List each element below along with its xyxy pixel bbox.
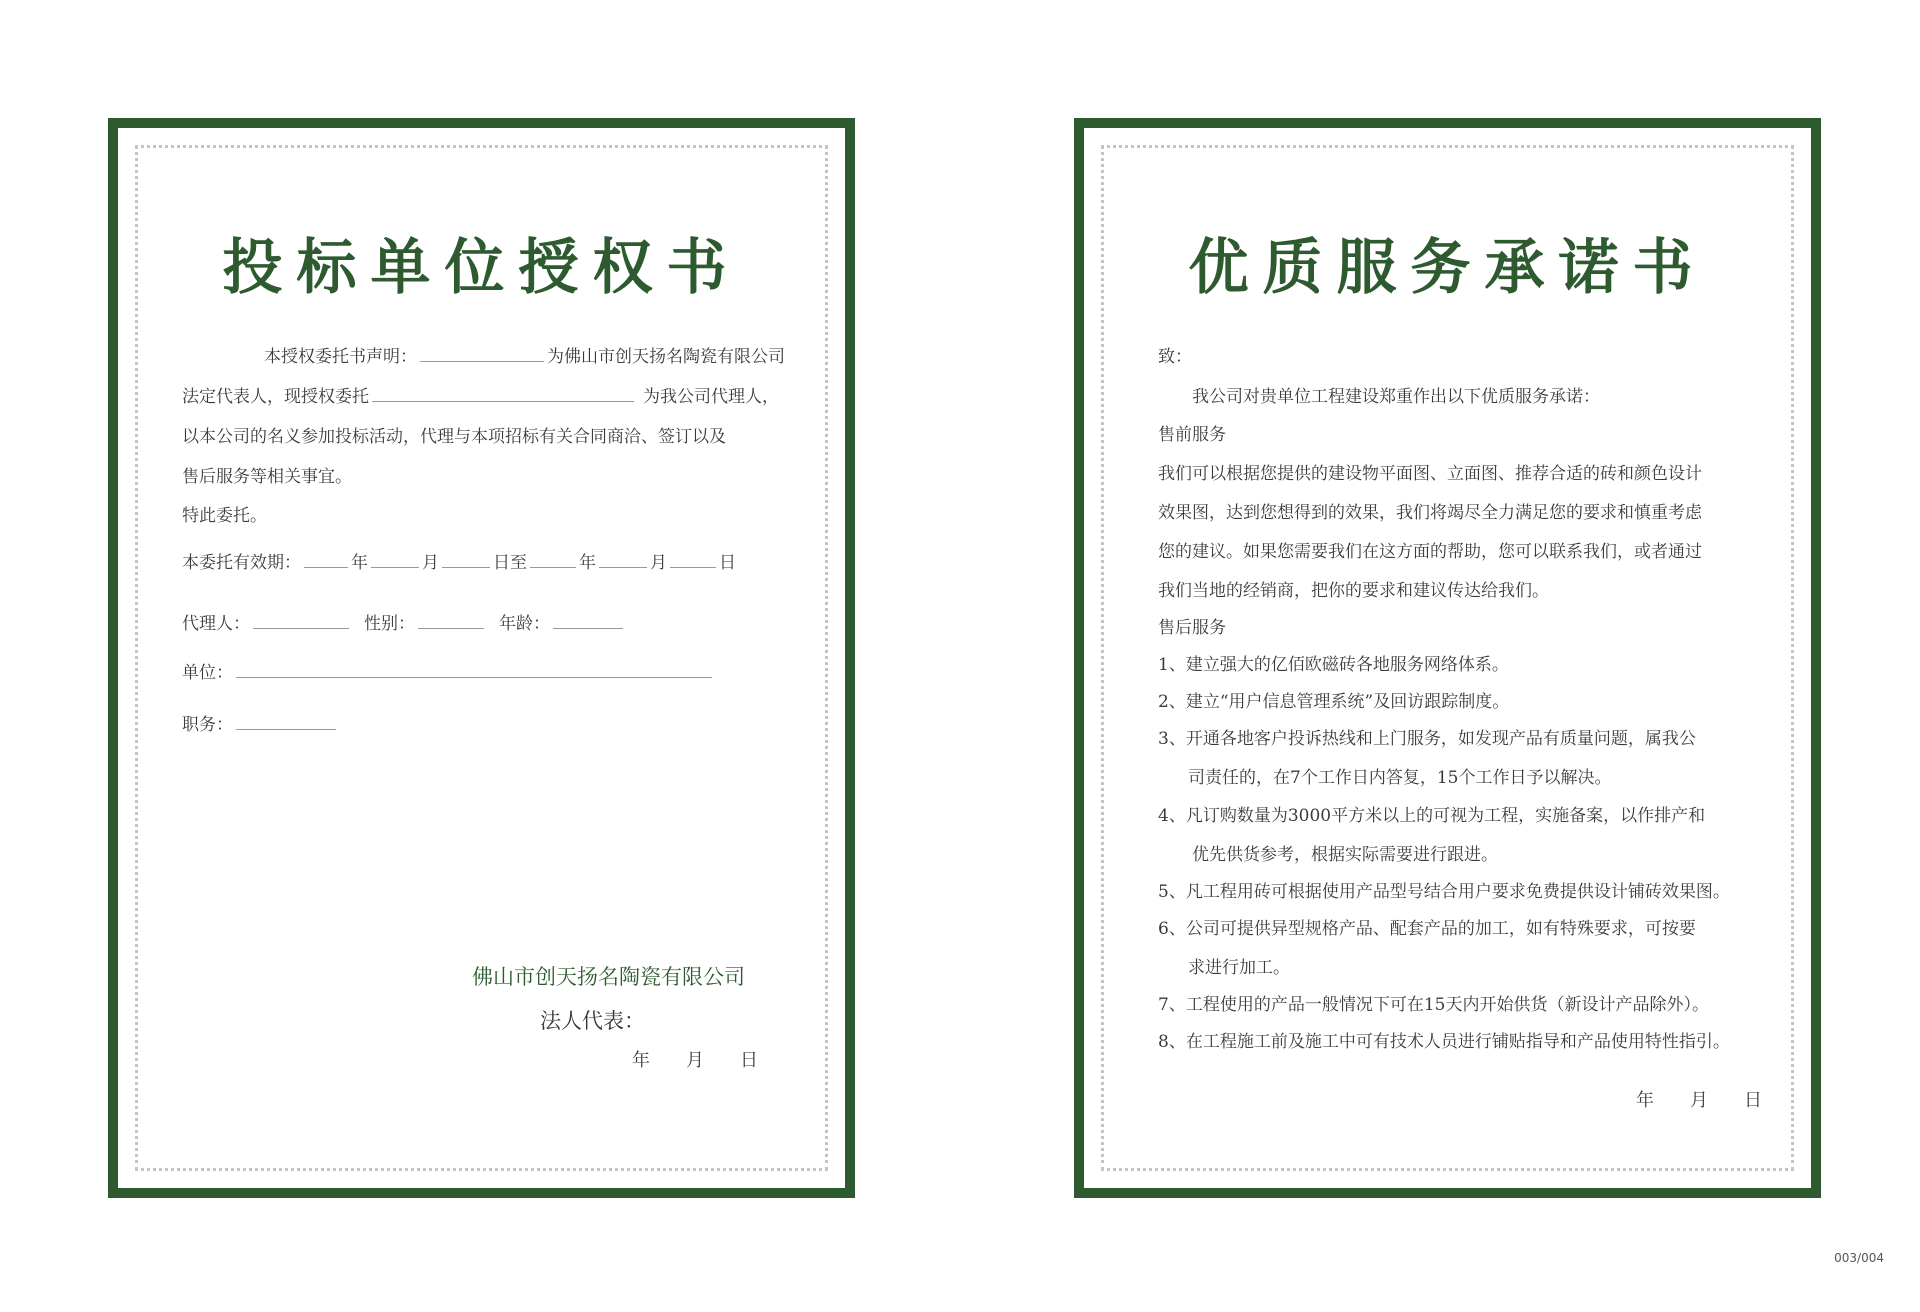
paragraph-line-4: 售后服务等相关事宜。 xyxy=(182,467,352,487)
list-item-4a: 4、凡订购数量为3000平方米以上的可视为工程，实施备案，以作排产和 xyxy=(1158,806,1706,826)
pre-sale-line-3: 您的建议。如果您需要我们在这方面的帮助，您可以联系我们，或者通过 xyxy=(1158,542,1702,562)
authorization-letter xyxy=(108,118,855,1198)
entrust-line: 特此委托。 xyxy=(182,506,267,526)
list-item-3b: 司责任的，在7个工作日内答复，15个工作日予以解决。 xyxy=(1188,768,1612,788)
date-line: 年 月 日 xyxy=(1636,1090,1762,1111)
pre-sale-line-4: 我们当地的经销商，把你的要求和建议传达给我们。 xyxy=(1158,581,1549,601)
to-line: 致： xyxy=(1158,347,1192,367)
paragraph-line-3: 以本公司的名义参加投标活动，代理与本项招标有关合同商洽、签订以及 xyxy=(182,427,726,447)
service-commitment-letter xyxy=(1074,118,1821,1198)
list-item-4b: 优先供货参考，根据实际需要进行跟进。 xyxy=(1192,845,1498,865)
statement-line: 本授权委托书声明： 为佛山市创天扬名陶瓷有限公司 xyxy=(264,347,785,367)
agent-line: 代理人： 性别： 年龄： xyxy=(182,613,626,635)
unit-line: 单位： xyxy=(182,662,715,684)
pre-sale-line-1: 我们可以根据您提供的建设物平面图、立面图、推荐合适的砖和颜色设计 xyxy=(1158,464,1702,484)
legal-representative: 法人代表： xyxy=(540,1009,645,1033)
doc-title: 投标单位授权书 xyxy=(222,233,741,303)
list-item-7: 7、工程使用的产品一般情况下可在15天内开始供货（新设计产品除外）。 xyxy=(1158,995,1709,1015)
position-line: 职务： xyxy=(182,714,339,736)
page-number: 003/004 xyxy=(1834,1251,1884,1265)
list-item-1: 1、建立强大的亿佰欧磁砖各地服务网络体系。 xyxy=(1158,655,1509,675)
doc-title: 优质服务承诺书 xyxy=(1188,233,1707,303)
date-line: 年 月 日 xyxy=(632,1050,758,1071)
company-name: 佛山市创天扬名陶瓷有限公司 xyxy=(472,965,745,989)
delegate-line: 法定代表人，现授权委托 为我公司代理人， xyxy=(182,387,779,407)
list-item-8: 8、在工程施工前及施工中可有技术人员进行铺贴指导和产品使用特性指引。 xyxy=(1158,1032,1730,1052)
list-item-6a: 6、公司可提供异型规格产品、配套产品的加工，如有特殊要求，可按要 xyxy=(1158,919,1696,939)
pre-sale-line-2: 效果图，达到您想得到的效果，我们将竭尽全力满足您的要求和慎重考虑 xyxy=(1158,503,1702,523)
list-item-5: 5、凡工程用砖可根据使用产品型号结合用户要求免费提供设计铺砖效果图。 xyxy=(1158,882,1730,902)
validity-line: 本委托有效期： 年 月 日至 年 月 日 xyxy=(182,553,736,573)
list-item-3a: 3、开通各地客户投诉热线和上门服务，如发现产品有质量问题，属我公 xyxy=(1158,729,1696,749)
list-item-6b: 求进行加工。 xyxy=(1188,958,1290,978)
intro-line: 我公司对贵单位工程建设郑重作出以下优质服务承诺： xyxy=(1192,387,1600,407)
after-sale-heading: 售后服务 xyxy=(1158,618,1226,638)
list-item-2: 2、建立“用户信息管理系统”及回访跟踪制度。 xyxy=(1158,692,1510,712)
pre-sale-heading: 售前服务 xyxy=(1158,425,1226,445)
